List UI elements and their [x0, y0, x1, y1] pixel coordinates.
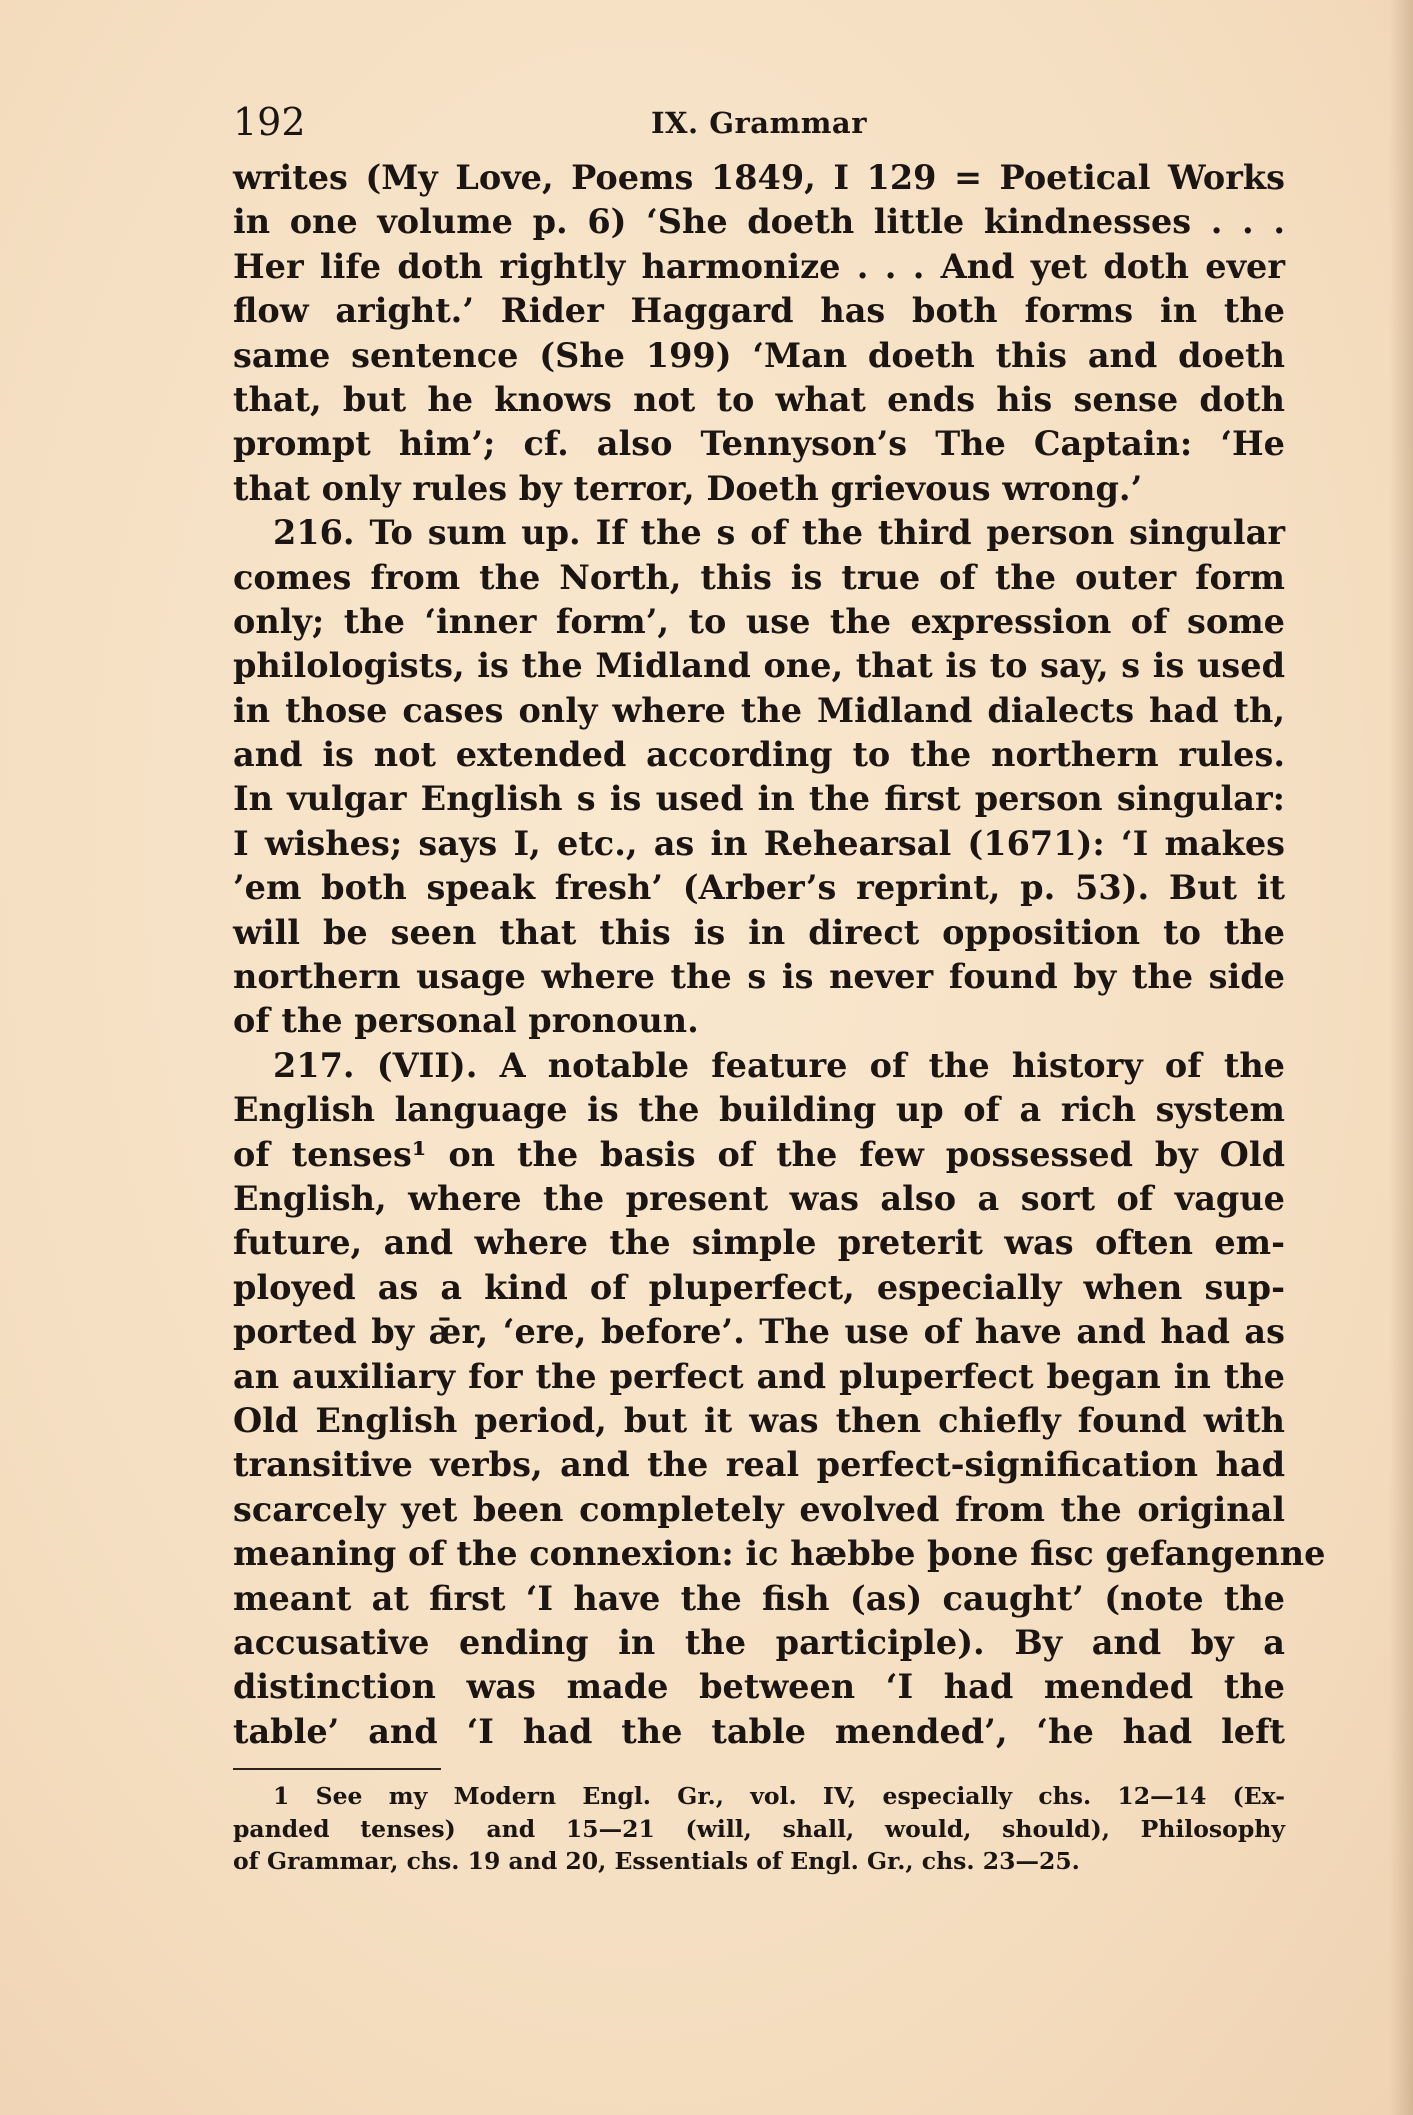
text-line: in those cases only where the Midland dialects had th, [233, 690, 1285, 730]
text-line: flow aright.’ Rider Haggard has both forms in the [233, 291, 1285, 331]
text-line: Her life doth rightly harmonize . . . And yet doth ever [233, 246, 1285, 286]
text-line: of tenses¹ on the basis of the few possessed by Old [233, 1134, 1285, 1174]
text-line: ’em both speak fresh’ (Arber’s reprint, p. 53). But it [233, 868, 1285, 908]
page-edge-shadow [1389, 0, 1413, 2115]
text-line: will be seen that this is in direct opposition to the [233, 912, 1285, 952]
text-line: ported by ǣr, ‘ere, before’. The use of have and had as [233, 1312, 1285, 1352]
text-line: an auxiliary for the perfect and pluperfect began in the [233, 1356, 1285, 1396]
chapter-title: IX. Grammar [650, 106, 868, 140]
text-line: scarcely yet been completely evolved from the original [233, 1489, 1285, 1529]
text-line: English, where the present was also a sort of vague [233, 1178, 1285, 1218]
page-number: 192 [233, 100, 306, 144]
text-line: writes (My Love, Poems 1849, I 129 = Poetical Works [233, 158, 1285, 197]
body-text [233, 156, 1326, 1754]
text-line: table’ and ‘I had the table mended’, ‘he had left [233, 1711, 1285, 1751]
text-line: in one volume p. 6) ‘She doeth little kindnesses . . . [233, 202, 1285, 242]
text-line: ployed as a kind of pluperfect, especially when sup- [233, 1267, 1285, 1307]
text-line: and is not extended according to the northern rules. [233, 735, 1285, 775]
text-line: same sentence (She 199) ‘Man doeth this and doeth [233, 335, 1285, 375]
text-line: that, but he knows not to what ends his sense doth [233, 379, 1285, 419]
text-line: philologists, is the Midland one, that is to say, s is used [233, 646, 1285, 686]
footnote-line: of Grammar, chs. 19 and 20, Essentials of Engl. Gr., chs. 23—25. [233, 1847, 1080, 1876]
text-line: distinction was made between ‘I had mended the [233, 1667, 1285, 1707]
text-line: future, and where the simple preterit was often em- [233, 1223, 1285, 1263]
running-head [233, 100, 1285, 156]
text-line: accusative ending in the participle). By and by a [233, 1622, 1285, 1662]
text-line: that only rules by terror, Doeth grievous wrong.’ [233, 468, 1143, 508]
book-page [233, 100, 1326, 1878]
footnote-line: 1 See my Modern Engl. Gr., vol. IV, especially chs. 12—14 (Ex- [273, 1782, 1285, 1811]
footnote-rule [233, 1768, 441, 1770]
text-line: meaning of the connexion: ic hæbbe þone fisc gefangenne [233, 1534, 1326, 1574]
text-line: transitive verbs, and the real perfect-signification had [233, 1445, 1285, 1485]
text-line: comes from the North, this is true of the outer form [233, 557, 1285, 597]
text-line: English language is the building up of a rich system [233, 1090, 1285, 1130]
text-line: In vulgar English s is used in the first person singular: [233, 779, 1285, 819]
text-line: prompt him’; cf. also Tennyson’s The Captain: ‘He [233, 424, 1285, 464]
text-line: only; the ‘inner form’, to use the expression of some [233, 601, 1285, 641]
text-line: I wishes; says I, etc., as in Rehearsal (1671): ‘I makes [233, 823, 1285, 863]
text-line: northern usage where the s is never found by the side [233, 957, 1285, 997]
footnote [233, 1780, 1285, 1878]
text-line: 216. To sum up. If the s of the third person singular [273, 513, 1285, 553]
text-line: of the personal pronoun. [233, 1001, 699, 1041]
text-line: meant at first ‘I have the fish (as) caught’ (note the [233, 1578, 1285, 1618]
text-line: 217. (VII). A notable feature of the history of the [273, 1045, 1285, 1085]
footnote-line: panded tenses) and 15—21 (will, shall, would, should), Philosophy [233, 1814, 1285, 1843]
text-line: Old English period, but it was then chiefly found with [233, 1400, 1285, 1440]
